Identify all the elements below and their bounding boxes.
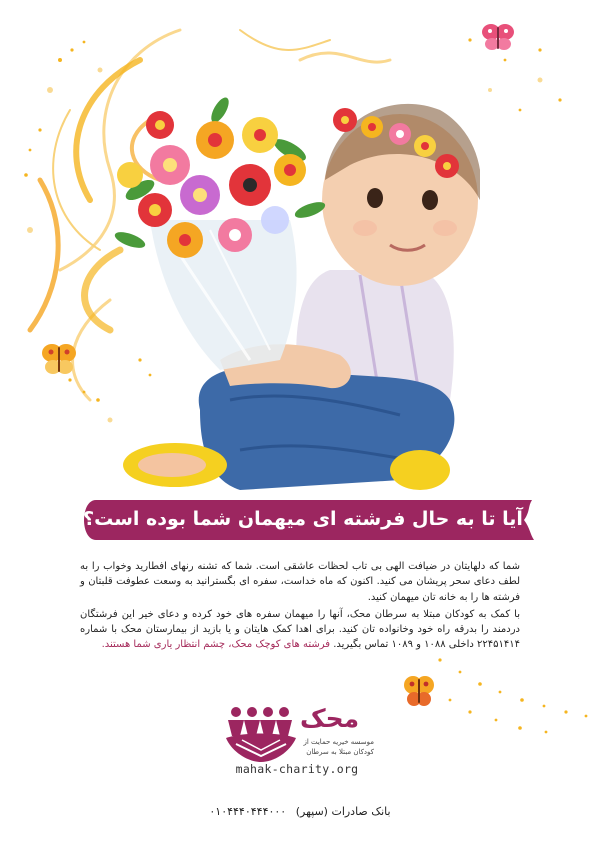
website-link[interactable]: mahak-charity.org xyxy=(235,762,359,776)
mahak-logo-icon xyxy=(222,704,300,764)
body-paragraph-1: شما که دلهایتان در ضیافت الهی بی تاب لحظات عاشقی است. شما که تشنه رنهای افطارید وخواب را به لطف دعای سحر پریشان می کنید. اکنون که ماه خداست، سفره ای بگسترانید به وسعت عطوفت قلبتان و فرشته ها را به خانه تان میهمان کنید. xyxy=(80,561,520,603)
logo-subtitle-line2: کودکان مبتلا به سرطان xyxy=(306,748,374,756)
logo-name: محک xyxy=(300,704,360,733)
body-text xyxy=(80,559,520,655)
body-paragraph-2-text: با کمک به کودکان مبتلا به سرطان محک، آنها را میهمان سفره های خود کرده و دعای خیر این فرشتگان دردمند را بدرقه راه خود وخانواده تان کنید. برای اهدا کمک هایتان و یا بازید از بیمارستان محک با شماره ۲۲۴۵۱۴۱۴ داخلی ۱۰۸۸ و ۱۰۸۹ تماس بگیرید. xyxy=(80,608,520,651)
butterfly-icon xyxy=(40,342,78,376)
headline: آیا تا به حال فرشته ای میهمان شما بوده است؟ xyxy=(83,508,523,530)
bank-account-number: ۰۱۰۴۴۴۰۴۴۴۰۰۰ xyxy=(209,805,287,818)
butterfly-icon xyxy=(480,22,516,52)
closing-text: فرشته های کوچک محک، چشم انتظار یاری شما هستند. xyxy=(101,639,331,651)
body-paragraph-2 xyxy=(80,607,520,653)
child-with-bouquet-photo xyxy=(100,70,480,500)
butterfly-icon xyxy=(402,674,436,708)
bank-account xyxy=(170,805,430,818)
logo-subtitle-line1: موسسه خیریه حمایت از xyxy=(303,738,374,746)
bank-label: بانک صادرات (سپهر) xyxy=(295,805,391,818)
